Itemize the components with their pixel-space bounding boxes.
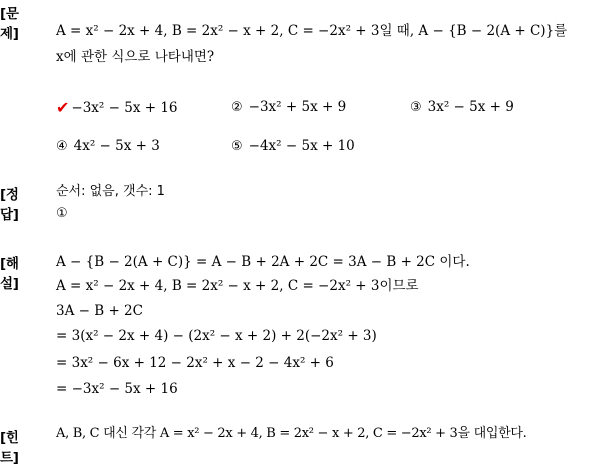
option-2-text: −3x² + 5x + 9: [248, 99, 347, 115]
option-5-number: ⑤: [231, 139, 243, 154]
hint-text: A, B, C 대신 각각 A = x² − 2x + 4, B = 2x² − x + 2, C = −2x² + 3을 대입한다.: [56, 426, 527, 441]
option-3-text: 3x² − 5x + 9: [427, 99, 514, 115]
question-text-line-2: x에 관한 식으로 나타내면?: [56, 49, 215, 65]
explanation-line-6: = −3x² − 5x + 16: [56, 381, 178, 397]
answer-order-count: 순서: 없음, 갯수: 1: [56, 184, 165, 199]
explanation-line-2: A = x² − 2x + 4, B = 2x² − x + 2, C = −2x² + 3이므로: [56, 278, 419, 294]
option-5[interactable]: [231, 137, 355, 156]
option-2[interactable]: [231, 98, 346, 117]
option-4-text: 4x² − 5x + 3: [73, 138, 160, 154]
check-mark-icon: ✔: [56, 98, 70, 117]
hint-label: [힌트]: [0, 430, 19, 466]
option-4[interactable]: [56, 137, 160, 156]
explanation-line-3: 3A − B + 2C: [56, 303, 143, 319]
option-1[interactable]: [56, 98, 178, 117]
answer-label: [정답]: [0, 187, 19, 223]
option-3[interactable]: [410, 98, 514, 117]
answer-value: ①: [56, 206, 68, 221]
explanation-line-5: = 3x² − 6x + 12 − 2x² + x − 2 − 4x² + 6: [56, 355, 334, 371]
explanation-line-4: = 3(x² − 2x + 4) − (2x² − x + 2) + 2(−2x² + 3): [56, 328, 377, 344]
option-3-number: ③: [410, 100, 422, 115]
question-text-line-1: A = x² − 2x + 4, B = 2x² − x + 2, C = −2x² + 3일 때, A − {B − 2(A + C)}를: [56, 23, 568, 39]
option-1-text: −3x² − 5x + 16: [71, 100, 178, 116]
option-4-number: ④: [56, 139, 68, 154]
question-label: [문제]: [0, 6, 19, 42]
explanation-line-1: A − {B − 2(A + C)} = A − B + 2A + 2C = 3A − B + 2C 이다.: [56, 254, 470, 270]
explanation-label: [해설]: [0, 256, 19, 292]
option-2-number: ②: [231, 100, 243, 115]
option-5-text: −4x² − 5x + 10: [248, 138, 355, 154]
